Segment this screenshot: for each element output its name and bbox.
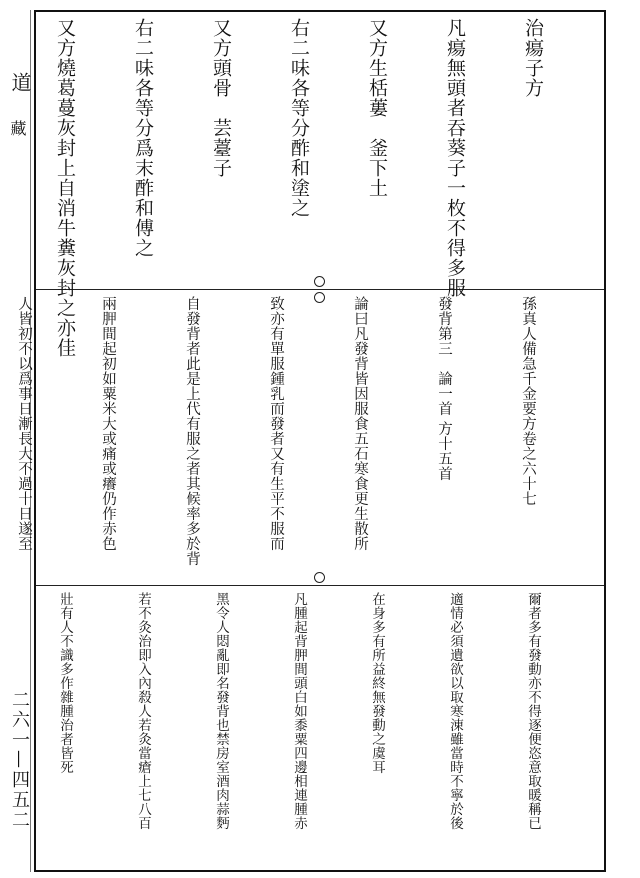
text-column: 若不灸治即入內殺人若灸當瘡上七八百 — [135, 592, 151, 830]
margin-page-number: 二六一—四五二 — [9, 690, 30, 830]
text-column: 兩胛間起初如粟米大或痛或癢仍作赤色 — [100, 296, 116, 551]
margin-section-title: 藏 — [8, 120, 27, 142]
text-column: 凡腫起背胛間頭白如黍粟四邊相連腫赤 — [291, 592, 307, 830]
text-column: 人皆初不以爲事日漸長大不過十日遂至 — [16, 296, 32, 551]
text-column: 孫真人備急千金要方卷之六十七 — [520, 296, 536, 506]
text-column: 自發背者此是上代有服之者其候率多於背 — [184, 296, 200, 566]
text-column: 發背第三 論一首 方十五首 — [436, 296, 452, 482]
text-column: 又方生栝蔞 釜下土 — [366, 18, 388, 198]
text-column: 致亦有單服鍾乳而發者又有生平不服而 — [268, 296, 284, 551]
text-column: 凡瘍無頭者吞葵子一枚不得多服 — [444, 18, 466, 298]
panel-bottom-text — [42, 592, 598, 864]
text-column: 黑令人悶亂即名發背也禁房室酒肉蒜麪 — [213, 592, 229, 830]
text-column: 又方燒葛蔓灰封上自消牛糞灰封之亦佳 — [54, 18, 76, 358]
text-column: 適情必須遺欲以取寒涷雖當時不寧於後 — [447, 592, 463, 830]
panel-top-text — [42, 18, 598, 358]
text-column: 爾者多有發動亦不得逐便恣意取暖稱已 — [525, 592, 541, 830]
text-column: 在身多有所益終無發動之虞耳 — [369, 592, 385, 774]
text-column: 壯有人不識多作雜腫治者皆死 — [57, 592, 73, 774]
text-column: 又方頭骨 芸薹子 — [210, 18, 232, 178]
text-column: 右二味各等分爲末酢和傅之 — [132, 18, 154, 258]
text-column: 右二味各等分酢和塗之 — [288, 18, 310, 218]
circle-mark — [314, 276, 325, 287]
panel-middle-text — [16, 296, 598, 579]
panel-bottom — [36, 586, 604, 870]
circle-mark — [314, 572, 325, 583]
panel-middle — [16, 290, 604, 586]
margin-collection-title: 道 — [8, 72, 32, 98]
circle-mark — [314, 292, 325, 303]
panel-top — [36, 12, 604, 358]
text-column: 治瘍子方 — [522, 18, 544, 98]
text-column: 論曰凡發背皆因服食五石寒食更生散所 — [352, 296, 368, 551]
